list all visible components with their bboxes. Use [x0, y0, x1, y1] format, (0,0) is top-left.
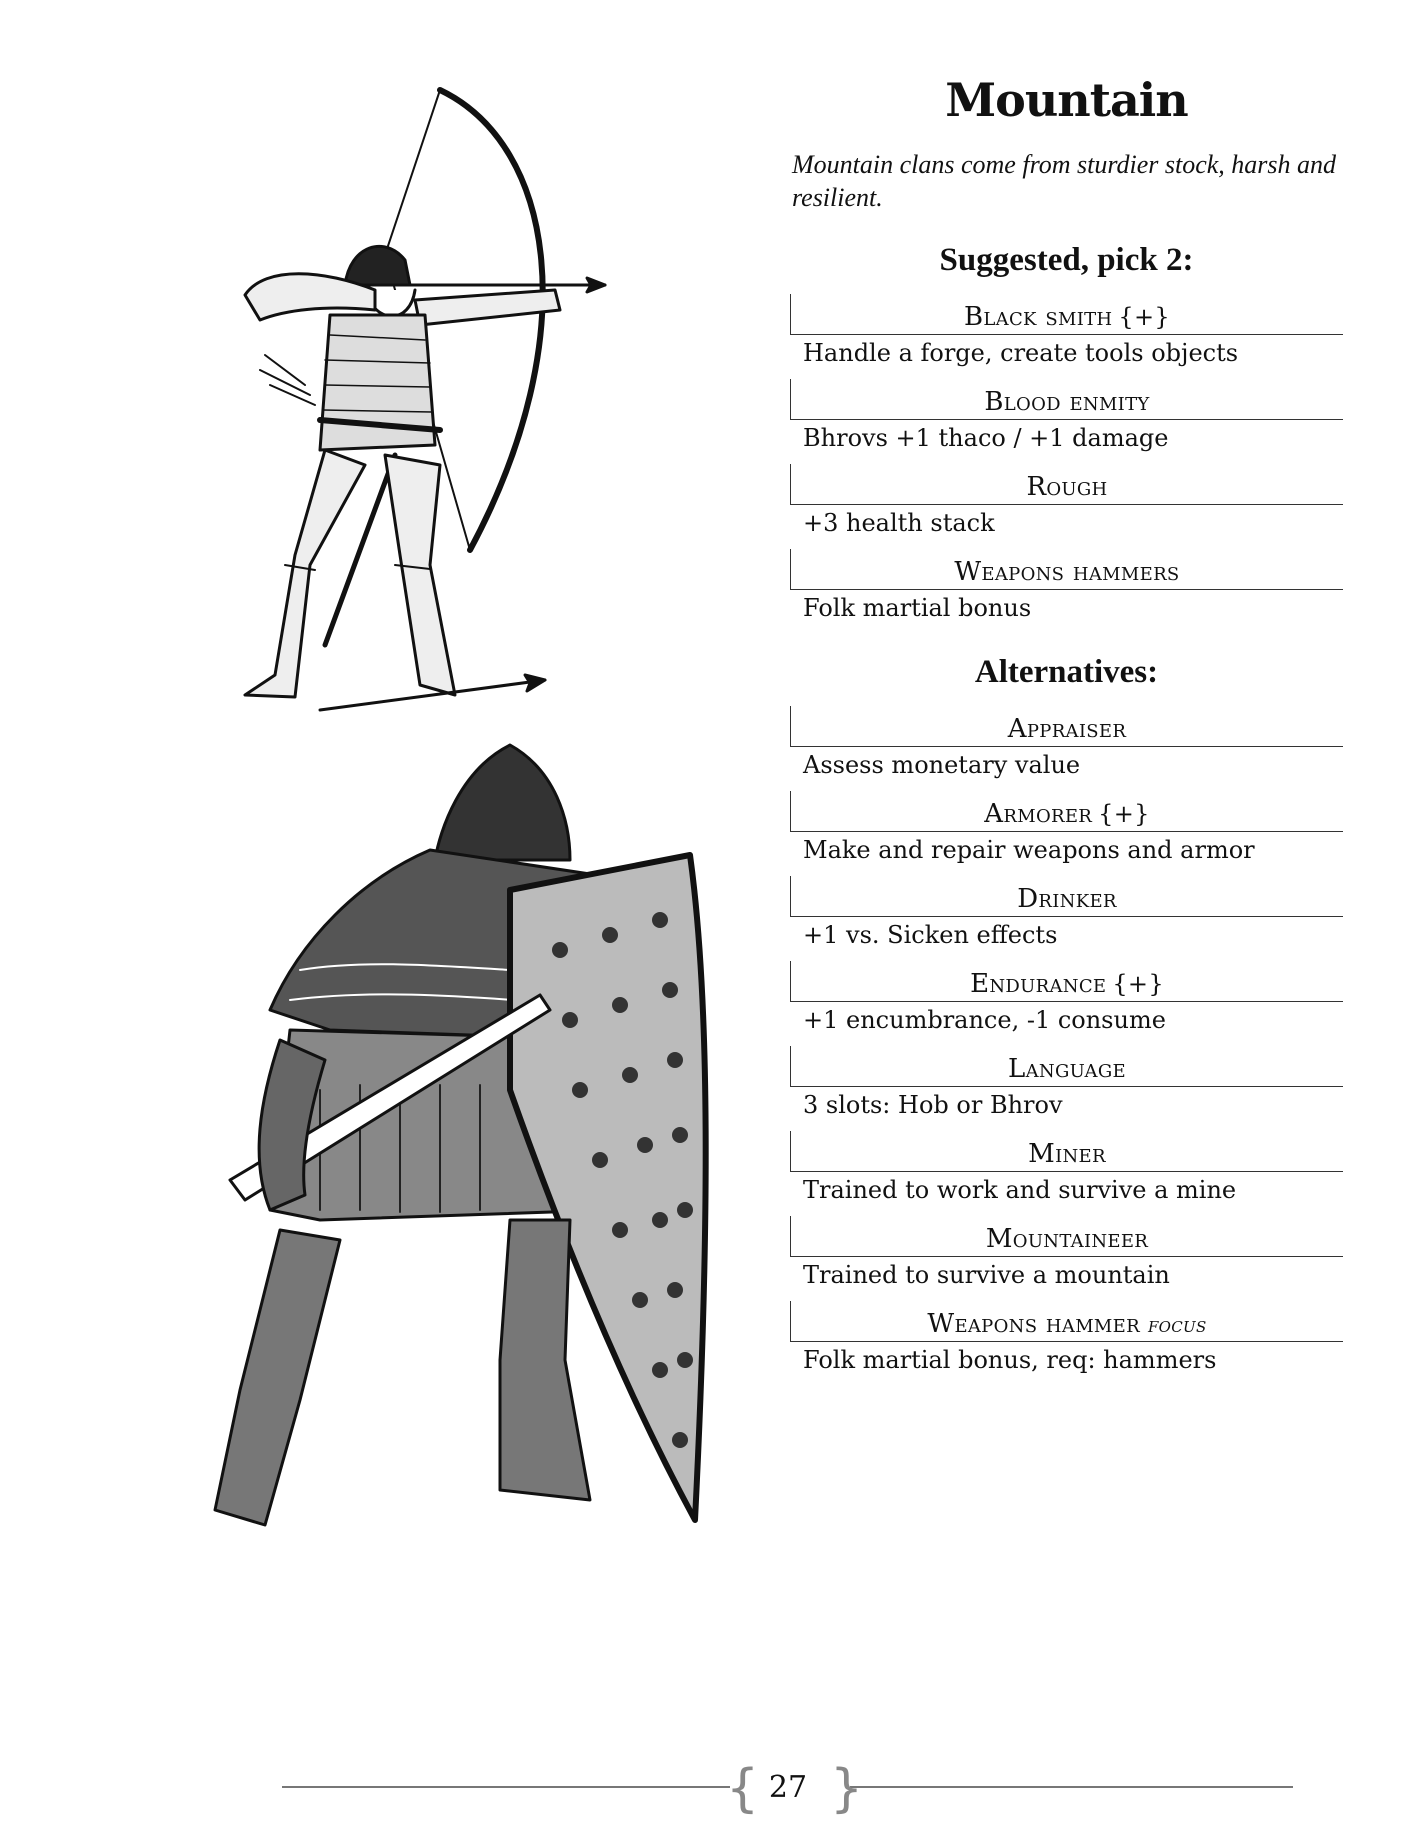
trait-description: Trained to survive a mountain	[803, 1261, 1170, 1289]
trait-name	[790, 294, 1343, 335]
trait-name	[790, 1131, 1343, 1172]
trait-description: Handle a forge, create tools objects	[803, 339, 1239, 367]
trait-drinker	[790, 876, 1343, 953]
trait-name	[790, 961, 1343, 1002]
page-number: 27	[768, 1770, 808, 1805]
trait-rough	[790, 464, 1343, 541]
trait-tag: {+}	[1118, 303, 1170, 331]
trait-name	[790, 791, 1343, 832]
trait-name-text: Miner	[1028, 1139, 1106, 1169]
trait-column	[790, 68, 1343, 1378]
trait-weapons-hammers	[790, 549, 1343, 626]
alternatives-heading: Alternatives:	[974, 654, 1159, 690]
trait-name-text: Mountaineer	[985, 1224, 1149, 1254]
trait-description: +1 vs. Sicken effects	[803, 921, 1058, 949]
footer-rule-left	[282, 1786, 730, 1788]
footer-bracket-left: {	[726, 1759, 760, 1819]
trait-description: +3 health stack	[803, 509, 995, 537]
trait-blood-enmity	[790, 379, 1343, 456]
trait-name	[790, 464, 1343, 505]
trait-name	[790, 1301, 1343, 1342]
trait-name-text: Armorer	[984, 799, 1093, 829]
trait-name	[790, 706, 1343, 747]
trait-description: +1 encumbrance, -1 consume	[803, 1006, 1166, 1034]
trait-name-text: Blood enmity	[984, 387, 1150, 417]
intro-text: Mountain clans come from sturdier stock, harsh and resilient.	[792, 150, 1337, 212]
trait-appraiser	[790, 706, 1343, 783]
trait-armorer	[790, 791, 1343, 868]
trait-name	[790, 379, 1343, 420]
trait-description: Bhrovs +1 thaco / +1 damage	[803, 424, 1169, 452]
trait-name-text: Weapons hammer	[927, 1309, 1140, 1339]
trait-name	[790, 549, 1343, 590]
trait-name-text: Black smith	[964, 302, 1113, 332]
trait-name-text: Rough	[1026, 472, 1108, 502]
trait-name	[790, 1046, 1343, 1087]
trait-tag: {+}	[1112, 970, 1164, 998]
trait-miner	[790, 1131, 1343, 1208]
trait-endurance	[790, 961, 1343, 1038]
trait-language	[790, 1046, 1343, 1123]
trait-description: Trained to work and survive a mine	[803, 1176, 1237, 1204]
archer-illustration	[225, 85, 625, 730]
shield-warrior-illustration	[210, 740, 740, 1550]
trait-description: Assess monetary value	[803, 751, 1081, 779]
trait-weapons-hammer-focus	[790, 1301, 1343, 1378]
trait-mountaineer	[790, 1216, 1343, 1293]
trait-name	[790, 876, 1343, 917]
trait-black-smith	[790, 294, 1343, 371]
trait-focus-tag: focus	[1147, 1313, 1207, 1338]
trait-description: Make and repair weapons and armor	[803, 836, 1255, 864]
footer-rule-right	[850, 1786, 1293, 1788]
trait-name	[790, 1216, 1343, 1257]
trait-name-text: Language	[1008, 1054, 1126, 1084]
trait-name-text: Appraiser	[1007, 714, 1127, 744]
trait-tag: {+}	[1098, 800, 1150, 828]
suggested-list	[790, 294, 1343, 626]
suggested-heading: Suggested, pick 2:	[939, 242, 1194, 278]
trait-name-text: Weapons hammers	[954, 557, 1180, 587]
page-title: Mountain	[945, 73, 1188, 127]
trait-description: 3 slots: Hob or Bhrov	[803, 1091, 1063, 1119]
trait-name-text: Endurance	[970, 969, 1107, 999]
trait-description: Folk martial bonus, req: hammers	[803, 1346, 1217, 1374]
alternatives-list	[790, 706, 1343, 1378]
trait-description: Folk martial bonus	[803, 594, 1032, 622]
footer-bracket-right: }	[830, 1759, 864, 1819]
trait-name-text: Drinker	[1017, 884, 1117, 914]
